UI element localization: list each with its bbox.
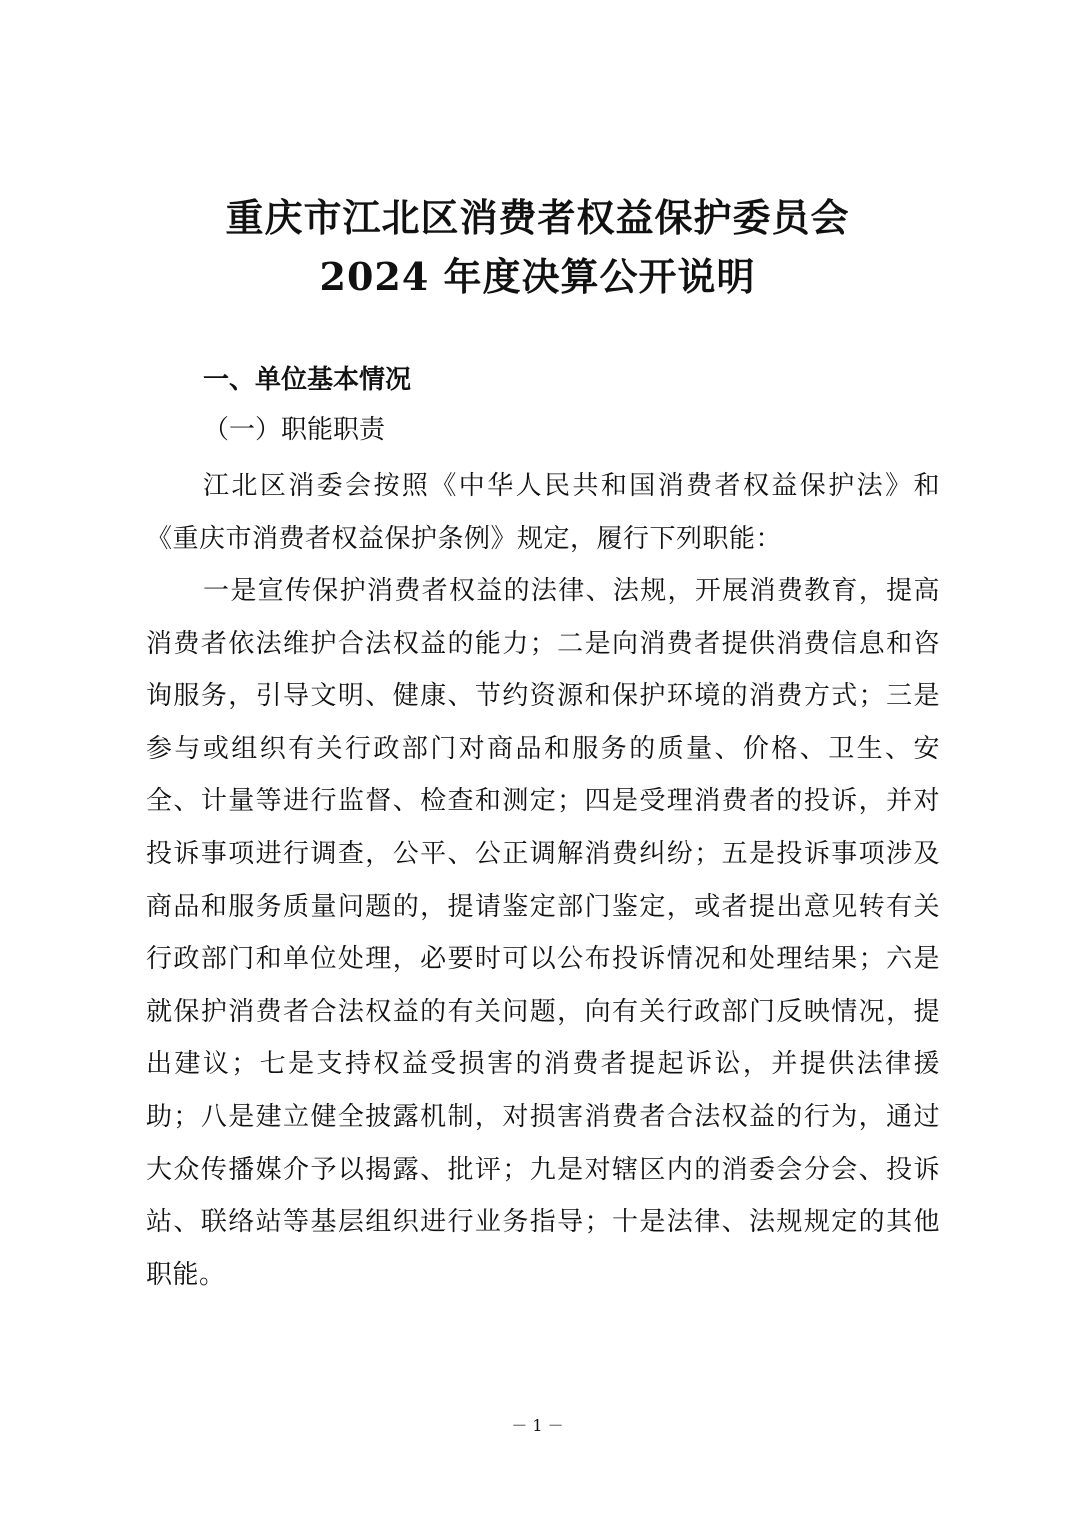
page-number: － 1 － bbox=[511, 1416, 564, 1435]
subsection-heading-functions: （一）职能职责 bbox=[203, 415, 386, 445]
paragraph-function-list: 一是宣传保护消费者权益的法律、法规，开展消费教育，提高消费者依法维护合法权益的能力；二是向消费者提供消费信息和咨询服务，引导文明、健康、节约资源和保护环境的消费方式；三是参与或组织有关行政部门对商品和服务的质量、价格、卫生、安全、计量等进行监督、检查和测定；四是受理消费者的投诉，并对投诉事项进行调查，公平、公正调解消费纠纷；五是投诉事项涉及商品和服务质量问题的，提请鉴定部门鉴定，或者提出意见转有关行政部门和单位处理，必要时可以公布投诉情况和处理结果；六是就保护消费者合法权益的有关问题，向有关行政部门反映情况，提出建议；七是支持权益受损害的消费者提起诉讼，并提供法律援助；八是建立健全披露机制，对损害消费者合法权益的行为，通过大众传播媒介予以揭露、批评；九是对辖区内的消委会分会、投诉站、联络站等基层组织进行业务指导；十是法律、法规规定的其他职能。 bbox=[146, 576, 940, 1290]
section-heading-unit-basic-info: 一、单位基本情况 bbox=[203, 365, 412, 395]
document-title-line-2: 2024 年度决算公开说明 bbox=[319, 254, 756, 299]
document-title-line-1: 重庆市江北区消费者权益保护委员会 bbox=[225, 195, 850, 240]
paragraph-legal-basis: 江北区消委会按照《中华人民共和国消费者权益保护法》和《重庆市消费者权益保护条例》规定，履行下列职能： bbox=[146, 471, 940, 554]
